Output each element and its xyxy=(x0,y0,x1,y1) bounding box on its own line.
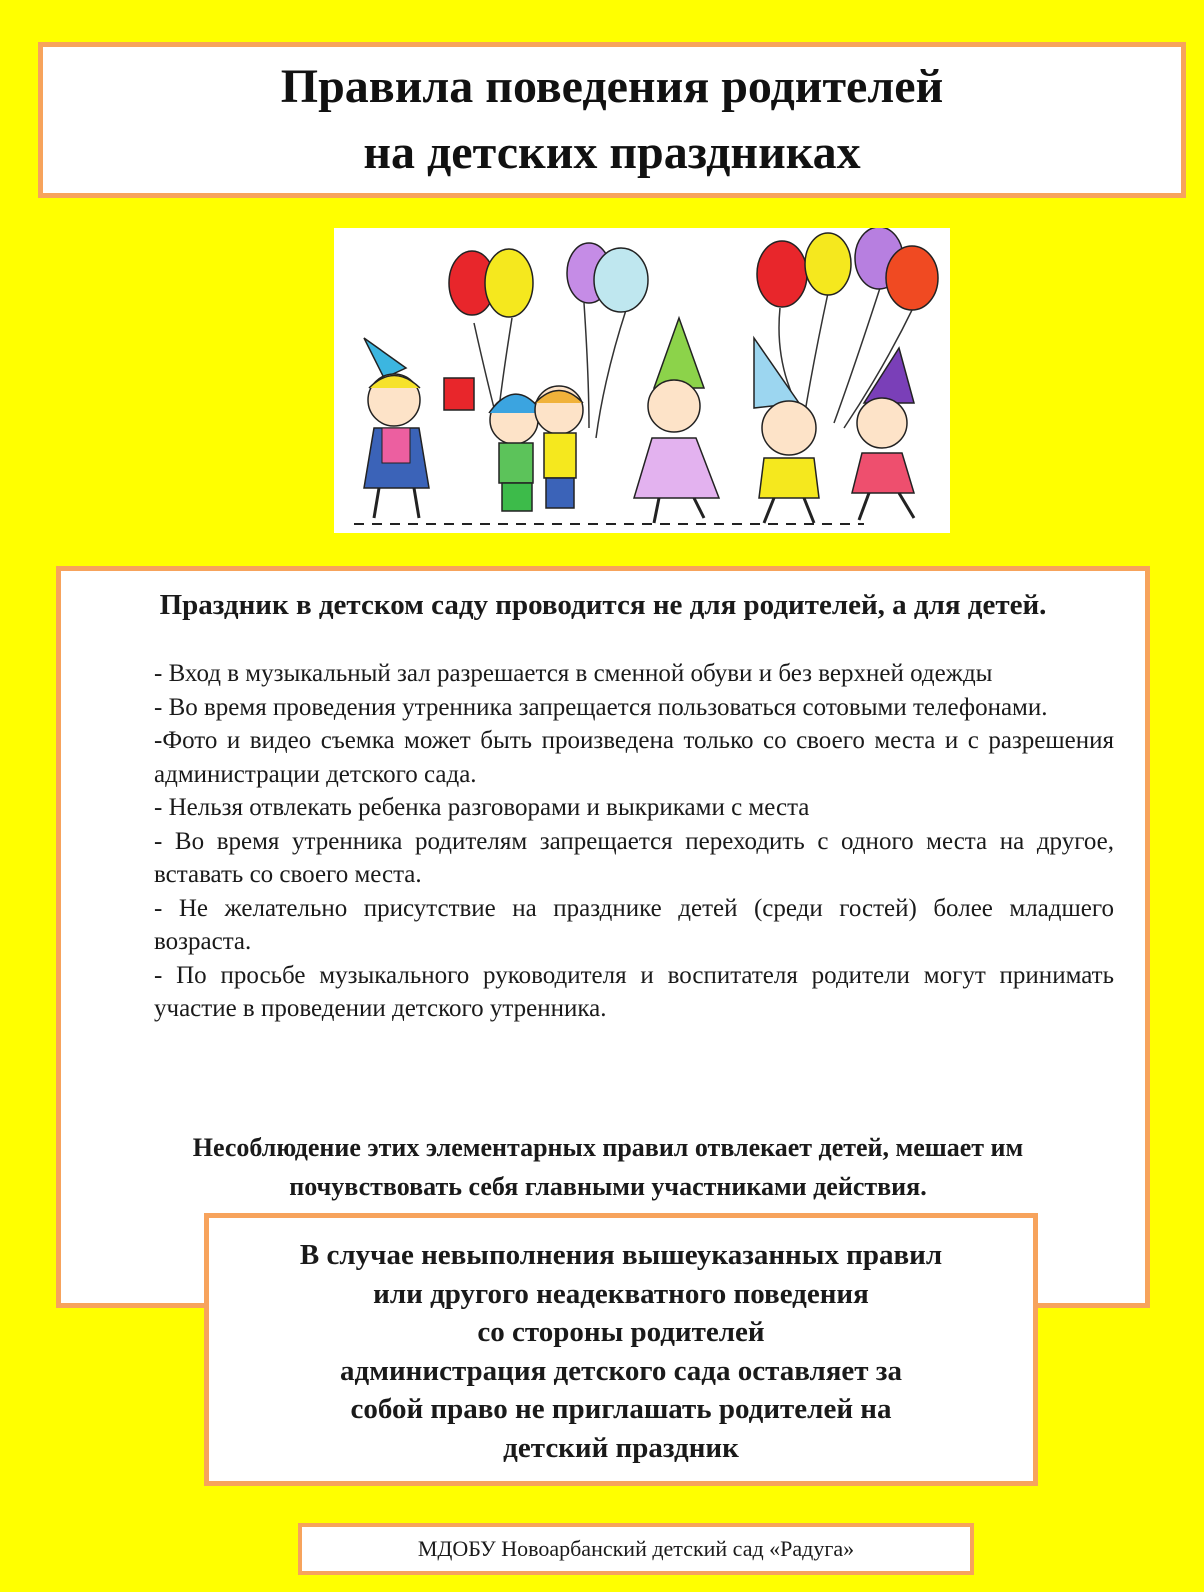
footer-box xyxy=(298,1523,974,1575)
rule-item: - Вход в музыкальный зал разрешается в сменной обуви и без верхней одежды xyxy=(154,660,993,687)
warning-line: собой право не приглашать родителей на xyxy=(350,1393,892,1425)
footer-organization: МДОБУ Новоарбанский детский сад «Радуга» xyxy=(417,1536,855,1561)
rules-conclusion xyxy=(61,1128,1155,1206)
rules-box xyxy=(56,566,1150,1308)
rule-item: - Во время утренника родителям запрещается переходить с одного места на другое, вставать со своего места. xyxy=(154,827,1114,888)
warning-line: администрация детского сада оставляет за xyxy=(340,1354,902,1387)
rule-item: -Фото и видео съемка может быть произведена только со своего места и с разрешения администрации детского сада. xyxy=(154,727,1114,788)
children-with-balloons-image xyxy=(334,228,950,533)
rule-item: - Во время проведения утренника запрещается пользоваться сотовыми телефонами. xyxy=(154,693,1048,721)
rules-list xyxy=(154,657,1114,1026)
warning-line: или другого неадекватного поведения xyxy=(373,1277,869,1310)
warning-line: В случае невыполнения вышеуказанных правил xyxy=(299,1239,943,1271)
rules-heading: Праздник в детском саду проводится не для родителей, а для детей. xyxy=(159,589,1047,621)
rules-conclusion-line-1: Несоблюдение этих элементарных правил отвлекает детей, мешает им xyxy=(192,1133,1024,1162)
rules-conclusion-line-2: почувствовать себя главными участниками действия. xyxy=(289,1172,927,1201)
page-title-line-1: Правила поведения родителей xyxy=(280,60,944,113)
party-children-illustration xyxy=(334,228,950,533)
rule-item: - По просьбе музыкального руководителя и воспитателя родители могут принимать участие в проведении детского утренника. xyxy=(154,961,1114,1022)
page-title-line-2: на детских праздниках xyxy=(363,126,861,179)
warning-line: со стороны родителей xyxy=(477,1316,765,1348)
title-box xyxy=(38,42,1186,198)
rule-item: - Не желательно присутствие на празднике детей (среди гостей) более младшего возраста. xyxy=(154,894,1114,955)
warning-box xyxy=(204,1213,1038,1486)
rule-item: - Нельзя отвлекать ребенка разговорами и выкриками с места xyxy=(154,794,810,821)
warning-line: детский праздник xyxy=(503,1431,739,1464)
